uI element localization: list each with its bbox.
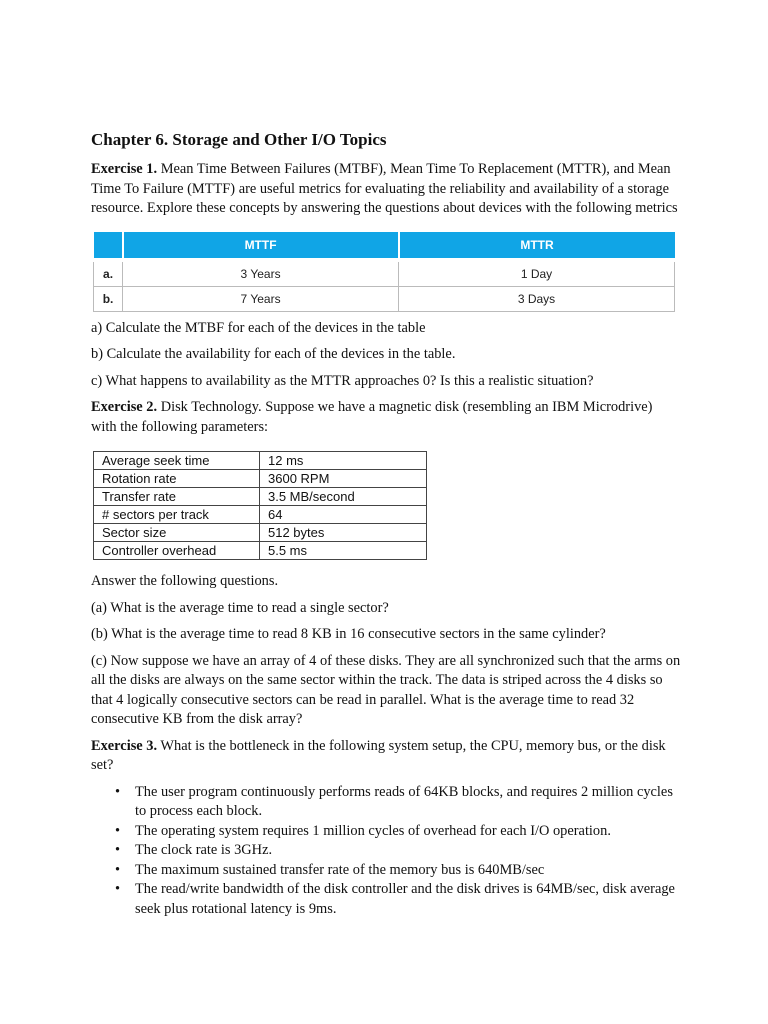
table-row	[94, 542, 427, 560]
param-key: # sectors per track	[94, 506, 260, 524]
table-row	[94, 286, 675, 311]
exercise-1-question-a: a) Calculate the MTBF for each of the devices in the table	[91, 319, 426, 336]
exercise-1-label: Exercise 1.	[91, 161, 158, 177]
param-key: Rotation rate	[94, 470, 260, 488]
mttr-cell: 3 Days	[399, 286, 675, 311]
table-row	[94, 524, 427, 542]
exercise-3-bullet-list	[115, 783, 681, 920]
list-item	[115, 783, 681, 822]
exercise-2-label: Exercise 2.	[91, 399, 158, 415]
list-item	[115, 822, 681, 842]
param-value: 12 ms	[260, 452, 427, 470]
row-label: b.	[94, 286, 123, 311]
metrics-header-mttf: MTTF	[123, 232, 399, 260]
list-item	[115, 841, 681, 861]
param-key: Average seek time	[94, 452, 260, 470]
exercise-2-intro: Answer the following questions.	[91, 573, 279, 589]
disk-parameters-table	[93, 451, 427, 560]
param-value: 64	[260, 506, 427, 524]
chapter-title: Chapter 6. Storage and Other I/O Topics	[91, 130, 387, 149]
exercise-2-question-a: (a) What is the average time to read a single sector?	[91, 599, 389, 616]
exercise-2-text: Disk Technology. Suppose we have a magnetic disk (resembling an IBM Microdrive) with the following parameters:	[91, 399, 653, 435]
bullet-icon: •	[115, 822, 121, 839]
exercise-2-question-c: (c) Now suppose we have an array of 4 of these disks. They are all synchronized such that the arms on all the disks are always on the same sector within the track. The data is striped across the 4 disks so that 4 logically consecutive sectors can be read in parallel. What is the average time to read 32 consecutive KB from the disk array?	[91, 652, 681, 727]
mttf-cell: 3 Years	[123, 260, 399, 287]
exercise-1-text: Mean Time Between Failures (MTBF), Mean Time To Replacement (MTTR), and Mean Time To Failure (MTTF) are useful metrics for evaluating the reliability and availability of a storage resource. Explore these concepts by answering the questions about devices with the following metrics	[91, 161, 678, 216]
document-content	[91, 128, 681, 919]
table-row	[94, 470, 427, 488]
mttr-cell: 1 Day	[399, 260, 675, 287]
param-key: Controller overhead	[94, 542, 260, 560]
metrics-header-blank	[94, 232, 123, 260]
list-item-text: The read/write bandwidth of the disk controller and the disk drives is 64MB/sec, disk average seek plus rotational latency is 9ms.	[135, 881, 675, 917]
list-item-text: The clock rate is 3GHz.	[135, 842, 273, 858]
list-item	[115, 880, 681, 919]
list-item	[115, 861, 681, 881]
bullet-icon: •	[115, 881, 121, 897]
metrics-table	[93, 232, 675, 312]
table-row	[94, 506, 427, 524]
bullet-icon: •	[115, 861, 121, 878]
table-row	[94, 260, 675, 287]
mttf-cell: 7 Years	[123, 286, 399, 311]
exercise-3-paragraph	[91, 737, 681, 776]
exercise-1-paragraph	[91, 160, 681, 219]
exercise-1-question-b: b) Calculate the availability for each of the devices in the table.	[91, 346, 456, 362]
param-key: Sector size	[94, 524, 260, 542]
table-row	[94, 452, 427, 470]
exercise-2-paragraph	[91, 398, 681, 437]
list-item-text: The maximum sustained transfer rate of the memory bus is 640MB/sec	[135, 861, 545, 878]
exercise-3-text: What is the bottleneck in the following system setup, the CPU, memory bus, or the disk set?	[91, 737, 666, 773]
param-value: 512 bytes	[260, 524, 427, 542]
param-value: 5.5 ms	[260, 542, 427, 560]
bullet-icon: •	[115, 842, 121, 858]
param-value: 3600 RPM	[260, 470, 427, 488]
bullet-icon: •	[115, 783, 121, 800]
metrics-table-header	[94, 232, 675, 260]
row-label: a.	[94, 260, 123, 287]
list-item-text: The operating system requires 1 million cycles of overhead for each I/O operation.	[135, 822, 611, 839]
list-item-text: The user program continuously performs reads of 64KB blocks, and requires 2 million cycles to process each block.	[135, 783, 673, 819]
exercise-2-question-b: (b) What is the average time to read 8 KB in 16 consecutive sectors in the same cylinder?	[91, 626, 606, 642]
exercise-1-question-c: c) What happens to availability as the MTTR approaches 0? Is this a realistic situation?	[91, 372, 594, 389]
table-row	[94, 488, 427, 506]
param-value: 3.5 MB/second	[260, 488, 427, 506]
metrics-header-mttr: MTTR	[399, 232, 675, 260]
param-key: Transfer rate	[94, 488, 260, 506]
exercise-3-label: Exercise 3.	[91, 737, 158, 754]
